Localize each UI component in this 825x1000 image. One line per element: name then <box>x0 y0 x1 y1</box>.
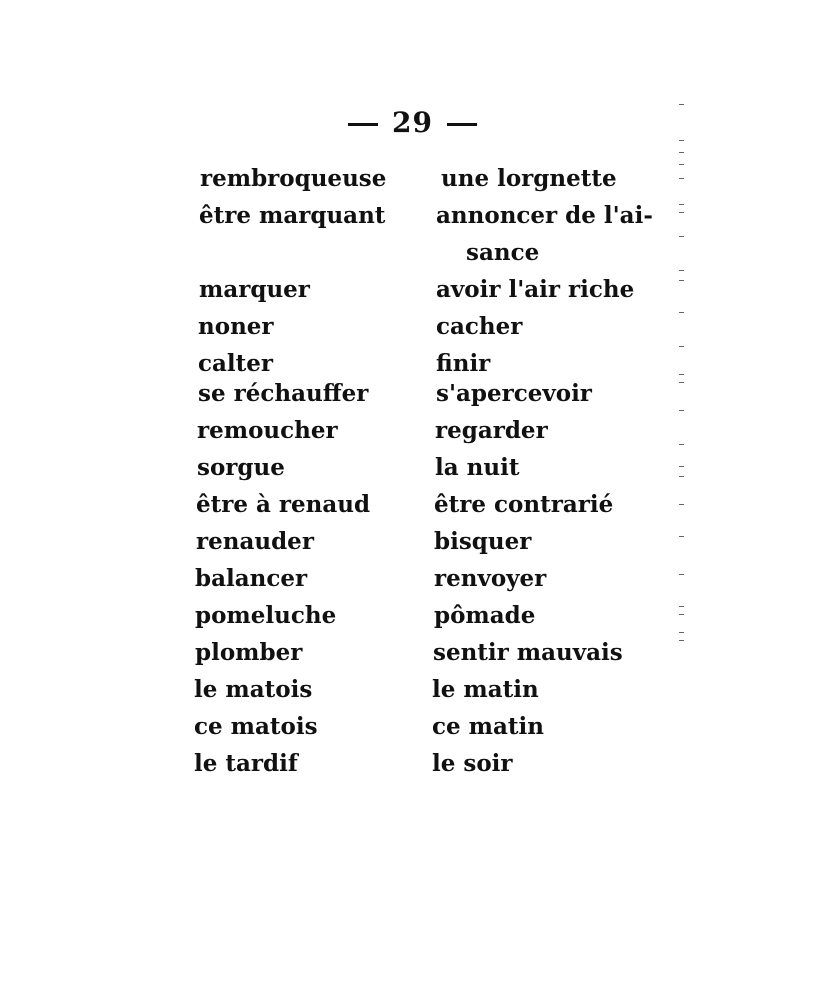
glossary-definition: finir <box>436 350 491 377</box>
glossary-entry <box>0 671 825 708</box>
glossary-entry <box>0 271 825 308</box>
glossary-definition: regarder <box>435 417 548 444</box>
glossary-definition: annoncer de l'ai- <box>436 202 653 229</box>
glossary-term: marquer <box>199 276 310 303</box>
glossary-term: être marquant <box>199 202 386 229</box>
glossary-entry <box>0 375 825 412</box>
glossary-definition: bisquer <box>434 528 532 555</box>
glossary-term: pomeluche <box>195 602 337 629</box>
glossary-entry-continuation <box>0 234 825 271</box>
glossary-entry <box>0 745 825 782</box>
glossary-entry <box>0 708 825 745</box>
glossary-term: noner <box>198 313 274 340</box>
glossary-entry <box>0 308 825 345</box>
page-number: 29 <box>392 106 433 139</box>
glossary-entry <box>0 345 825 375</box>
glossary-entry <box>0 486 825 523</box>
glossary-definition: la nuit <box>435 454 520 481</box>
glossary-entry <box>0 523 825 560</box>
glossary-list <box>0 160 825 782</box>
glossary-term: rembroqueuse <box>200 165 387 192</box>
glossary-entry <box>0 197 825 234</box>
glossary-term: renauder <box>196 528 314 555</box>
glossary-term: le tardif <box>194 750 298 777</box>
glossary-entry <box>0 597 825 634</box>
glossary-entry <box>0 634 825 671</box>
glossary-term: être à renaud <box>196 491 371 518</box>
glossary-term: le matois <box>194 676 313 703</box>
page-number-header <box>0 106 825 139</box>
glossary-entry <box>0 160 825 197</box>
glossary-definition: sentir mauvais <box>433 639 623 666</box>
glossary-term: balancer <box>195 565 308 592</box>
glossary-term: se réchauffer <box>198 380 369 407</box>
glossary-definition-continuation: sance <box>466 239 540 266</box>
glossary-definition: une lorgnette <box>441 165 617 192</box>
glossary-entry <box>0 560 825 597</box>
scan-margin-marks <box>679 100 687 660</box>
glossary-definition: s'apercevoir <box>436 380 592 407</box>
glossary-term: ce matois <box>194 713 318 740</box>
glossary-definition: cacher <box>436 313 523 340</box>
glossary-definition: être contrarié <box>434 491 614 518</box>
glossary-definition: le matin <box>432 676 539 703</box>
glossary-term: calter <box>198 350 274 377</box>
glossary-term: plomber <box>195 639 303 666</box>
glossary-entry <box>0 449 825 486</box>
glossary-definition: avoir l'air riche <box>436 276 635 303</box>
glossary-definition: le soir <box>432 750 513 777</box>
header-dash-right <box>447 123 477 126</box>
glossary-definition: renvoyer <box>434 565 547 592</box>
glossary-definition: ce matin <box>432 713 544 740</box>
header-dash-left <box>348 123 378 126</box>
glossary-term: remoucher <box>197 417 338 444</box>
glossary-definition: pômade <box>434 602 536 629</box>
glossary-term: sorgue <box>197 454 285 481</box>
glossary-entry <box>0 412 825 449</box>
